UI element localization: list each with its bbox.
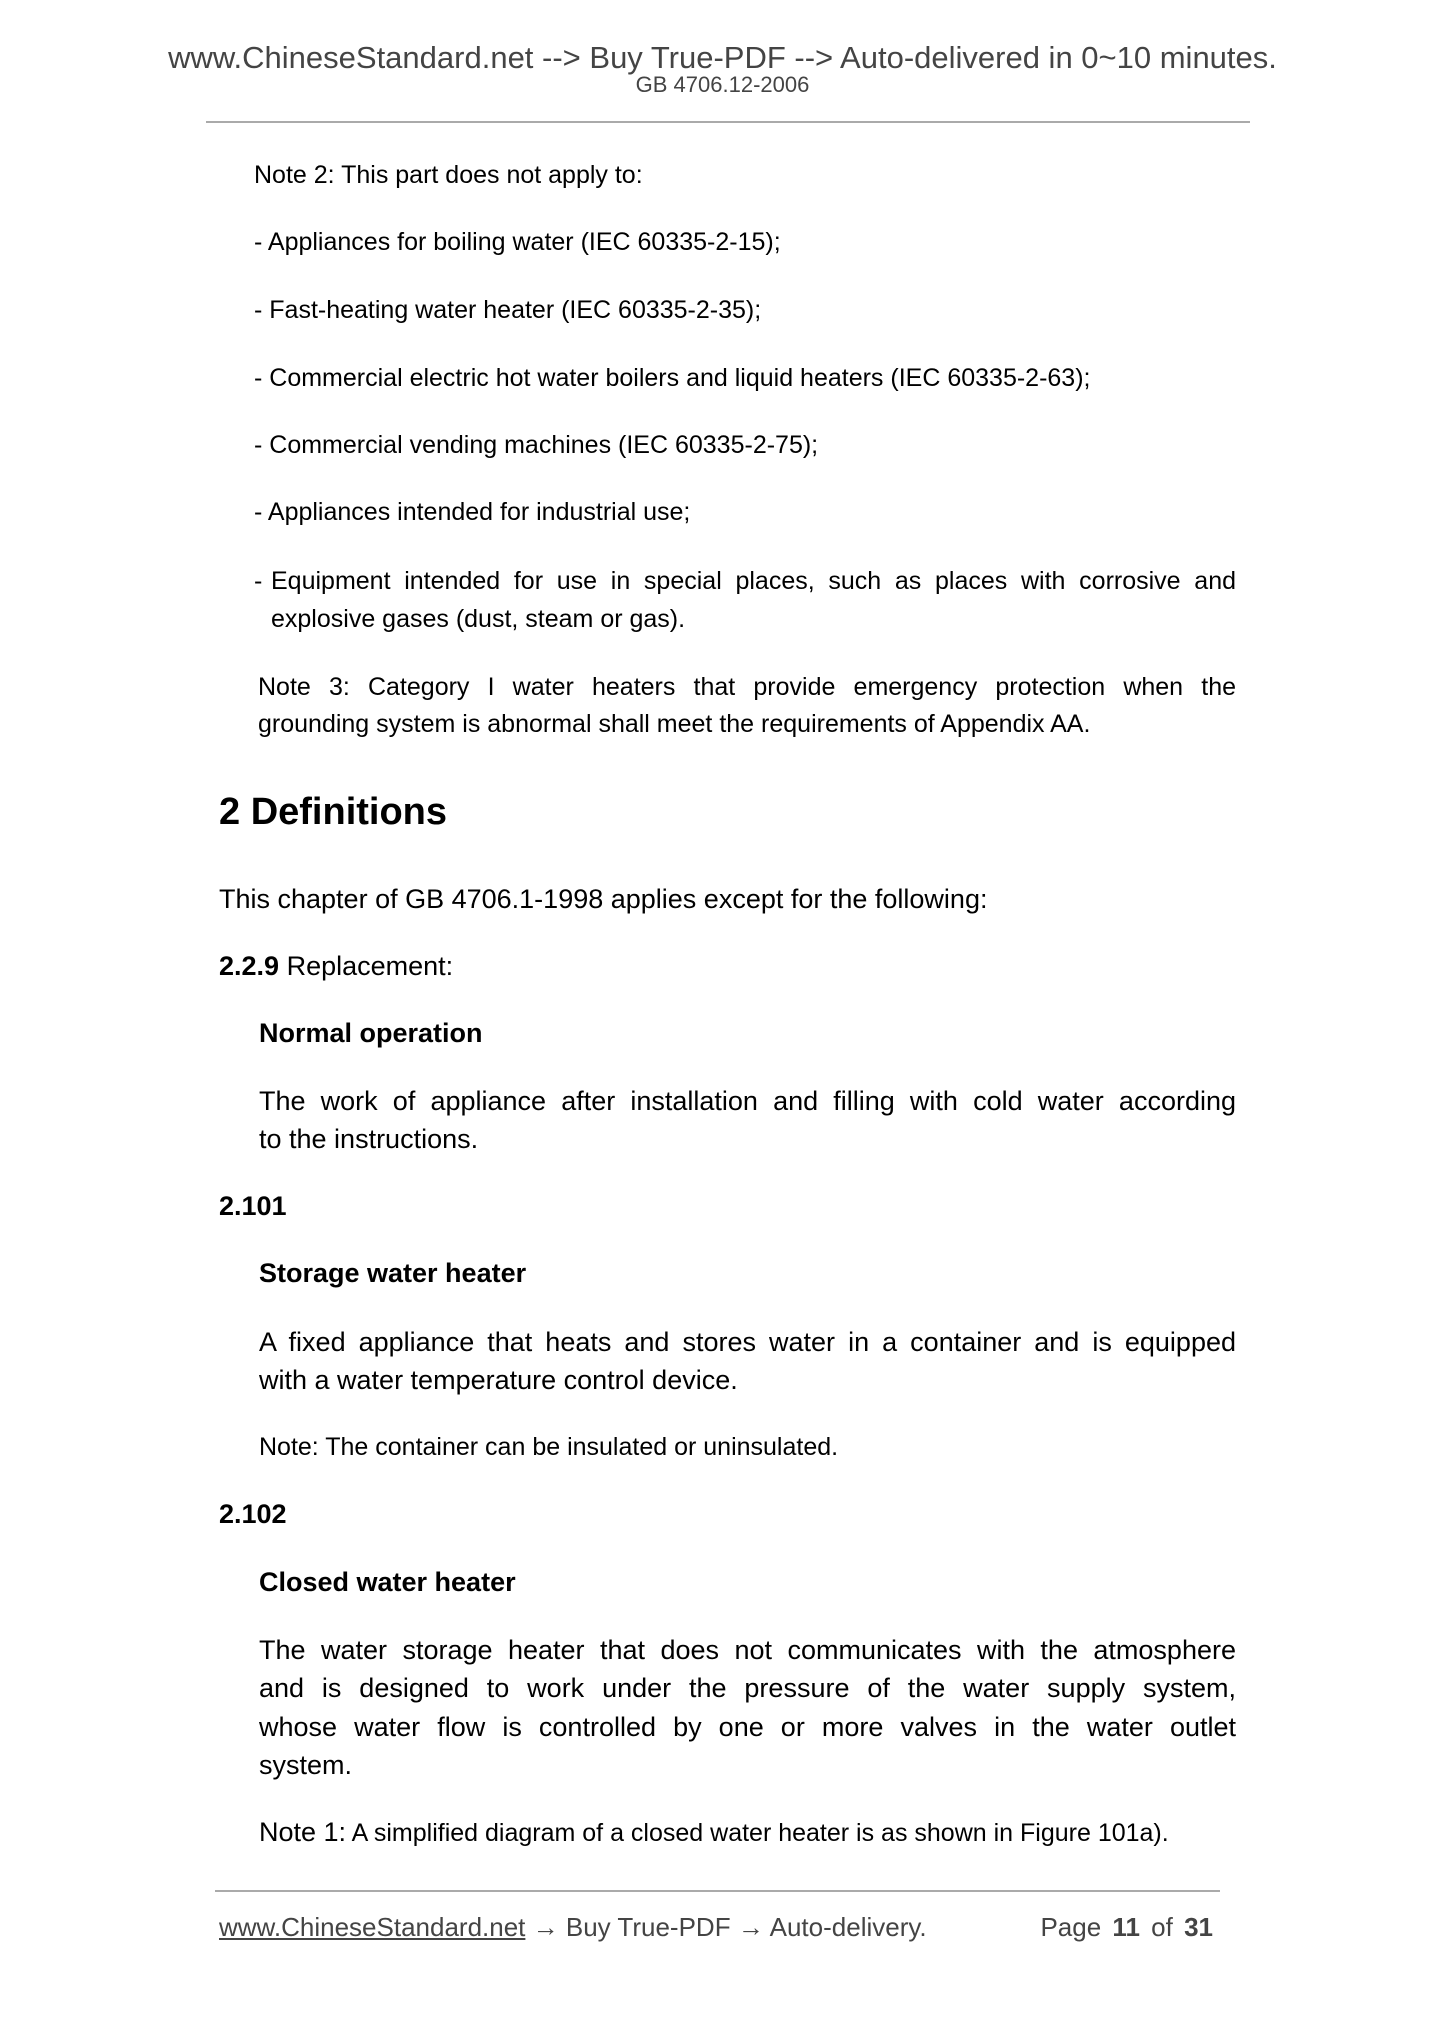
footer-delivery: Auto-delivery. [769, 1912, 927, 1942]
exclusion-item: - Fast-heating water heater (IEC 60335-2-35); [254, 296, 762, 324]
clause-number: 2.2.9 [219, 951, 280, 981]
term-note [259, 1812, 1169, 1852]
section-intro: This chapter of GB 4706.1-1998 applies except for the following: [219, 884, 988, 914]
term-definition: The water storage heater that does not communicates with the atmosphere [259, 1635, 1236, 1665]
footer-buy: Buy True-PDF [565, 1912, 731, 1942]
term-definition: and is designed to work under the pressure of the water supply system, [259, 1673, 1236, 1703]
footer-left [219, 1907, 927, 1947]
page-total: 31 [1184, 1912, 1213, 1942]
exclusion-item: - Appliances intended for industrial use; [254, 498, 691, 526]
term-definition: whose water flow is controlled by one or more valves in the water outlet [259, 1712, 1236, 1742]
arrow-right-icon: → [532, 1912, 559, 1942]
clause-text: Replacement: [279, 951, 454, 981]
footer-link[interactable]: www.ChineseStandard.net [219, 1912, 526, 1942]
exclusion-item: - Commercial vending machines (IEC 60335-2-75); [254, 431, 819, 459]
exclusion-item-cont: explosive gases (dust, steam or gas). [271, 605, 686, 633]
clause-2-2-9 [219, 946, 453, 986]
term-definition-cont: with a water temperature control device. [259, 1365, 738, 1395]
arrow-right-icon: → [737, 1912, 764, 1942]
term-definition-cont: system. [259, 1750, 353, 1780]
footer-divider [215, 1890, 1220, 1892]
term-definition: A fixed appliance that heats and stores water in a container and is equipped [259, 1327, 1236, 1357]
note-text: A simplified diagram of a closed water heater is as shown in Figure 101a). [346, 1819, 1169, 1847]
term-title: Closed water heater [259, 1567, 516, 1597]
page-label: Page [1040, 1912, 1102, 1942]
exclusion-item: - Commercial electric hot water boilers and liquid heaters (IEC 60335-2-63); [254, 364, 1091, 392]
note-label: Note 1: [259, 1817, 347, 1847]
page-indicator [1040, 1907, 1213, 1947]
header-banner: www.ChineseStandard.net --> Buy True-PDF --> Auto-delivered in 0~10 minutes. [168, 40, 1277, 75]
header-doc-id: GB 4706.12-2006 [635, 72, 810, 97]
page-number: 11 [1112, 1912, 1140, 1942]
note-3-cont: grounding system is abnormal shall meet the requirements of Appendix AA. [258, 710, 1091, 738]
exclusion-item: - Appliances for boiling water (IEC 60335-2-15); [254, 228, 781, 256]
exclusion-item: Equipment intended for use in special places, such as places with corrosive and [271, 567, 1236, 595]
note-2: Note 2: This part does not apply to: [254, 161, 643, 189]
term-definition-cont: to the instructions. [259, 1124, 479, 1154]
exclusion-dash: - [254, 567, 263, 595]
section-title: 2 Definitions [219, 791, 448, 833]
clause-number: 2.101 [219, 1191, 287, 1221]
header-divider [206, 121, 1250, 123]
page-of: of [1151, 1912, 1173, 1942]
term-note: Note: The container can be insulated or uninsulated. [259, 1433, 839, 1461]
clause-number: 2.102 [219, 1499, 287, 1529]
term-title: Normal operation [259, 1018, 483, 1048]
term-title: Storage water heater [259, 1258, 527, 1288]
term-definition: The work of appliance after installation and filling with cold water according [259, 1086, 1236, 1116]
note-3: Note 3: Category I water heaters that provide emergency protection when the [258, 673, 1236, 701]
